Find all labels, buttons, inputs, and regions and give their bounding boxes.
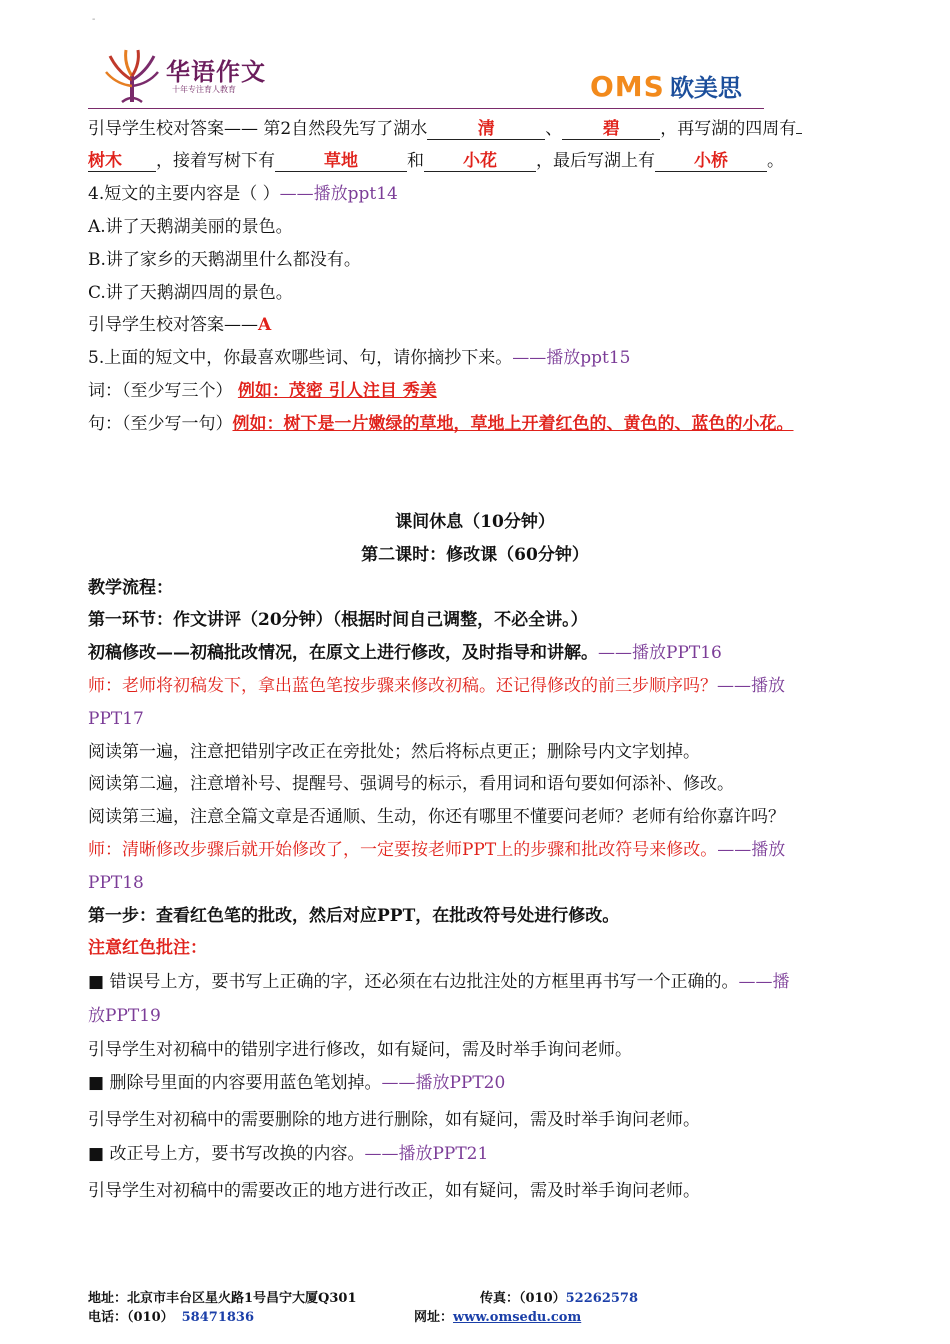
draft-text: 初稿修改——初稿批改情况，在原文上进行修改，及时指导和讲解。 bbox=[88, 643, 598, 663]
sentence-line bbox=[88, 414, 794, 434]
sentence-label: 句：（至少写一句） bbox=[88, 414, 233, 434]
oms-logo bbox=[590, 68, 770, 104]
draft-line bbox=[88, 643, 722, 663]
teacher-ppt-2a: ——播放 bbox=[717, 840, 786, 860]
blank-trees: 树木 bbox=[88, 152, 156, 172]
bullet-1-text: ■ 错误号上方，要书写上正确的字，还必须在右边批注处的方框里再书写一个正确的。 bbox=[88, 972, 739, 992]
option-b: B.讲了家乡的天鹅湖里什么都没有。 bbox=[88, 250, 361, 270]
bullet-1-ppt-a: ——播 bbox=[738, 972, 790, 992]
answer-line-1 bbox=[88, 119, 802, 140]
blank-flowers: 小花 bbox=[424, 152, 536, 172]
tree-logo-icon bbox=[104, 46, 160, 104]
teacher-text-1: 师：老师将初稿发下，拿出蓝色笔按步骤来修改初稿。还记得修改的前三步顺序吗？ bbox=[88, 676, 717, 696]
step1-heading: 第一环节：作文讲评（20分钟）（根据时间自己调整，不必全讲。） bbox=[88, 610, 588, 630]
answer-line-1-mid: ，再写湖的四周有 bbox=[660, 119, 797, 139]
bullet-3-text: ■ 改正号上方，要书写改换的内容。 bbox=[88, 1144, 365, 1164]
bullet-1-ppt-b: 放PPT19 bbox=[88, 1006, 161, 1026]
guide-2: 引导学生对初稿中的需要删除的地方进行删除，如有疑问，需及时举手询问老师。 bbox=[88, 1110, 700, 1130]
read-third: 阅读第三遍，注意全篇文章是否通顺、生动，你还有哪里不懂要问老师？老师有给你嘉许吗？ bbox=[88, 807, 785, 827]
question-4-text: 4.短文的主要内容是（ ） bbox=[88, 184, 280, 204]
draft-ppt: ——播放PPT16 bbox=[598, 643, 722, 663]
answer-line-2-mid2: 和 bbox=[407, 151, 424, 171]
footer-address bbox=[88, 1287, 357, 1306]
blank-bridge: 小桥 bbox=[655, 152, 767, 172]
blank-grass: 草地 bbox=[275, 152, 407, 172]
huayu-logo bbox=[104, 46, 284, 106]
blank-water-2: 碧 bbox=[562, 120, 660, 140]
answer-line-1-prefix: 引导学生校对答案—— 第2自然段先写了湖水 bbox=[88, 119, 428, 139]
answer-line-2-mid3: ，最后写湖上有 bbox=[536, 151, 655, 171]
separator: 、 bbox=[545, 119, 563, 139]
words-label: 词：（至少写三个） bbox=[88, 381, 233, 401]
teacher-ppt-2b: PPT18 bbox=[88, 873, 144, 893]
footer-fax bbox=[480, 1287, 638, 1306]
question-5 bbox=[88, 348, 630, 368]
header-divider bbox=[88, 108, 764, 109]
corner-mark: - bbox=[92, 14, 96, 25]
footer-website-link[interactable]: www.omsedu.com bbox=[453, 1310, 582, 1325]
footer-phone-value: 58471836 bbox=[181, 1310, 255, 1325]
answer-4-value: A bbox=[258, 315, 272, 335]
flow-heading: 教学流程： bbox=[88, 578, 173, 598]
footer-website-label: 网址： bbox=[414, 1310, 454, 1325]
footer-phone-label: 电话：（010） bbox=[88, 1310, 174, 1325]
lesson2-heading: 第二课时：修改课（60分钟） bbox=[361, 545, 589, 565]
huayu-logo-title: 华语作文 bbox=[166, 58, 266, 86]
step-a: 第一步：查看红色笔的批改，然后对应PPT，在批改符号处进行修改。 bbox=[88, 906, 620, 926]
answer-4-prefix: 引导学生校对答案—— bbox=[88, 315, 258, 335]
bullet-3-ppt: ——播放PPT21 bbox=[364, 1144, 489, 1164]
teacher-ppt-1a: ——播放 bbox=[717, 676, 785, 696]
teacher-line-2 bbox=[88, 840, 785, 860]
question-4 bbox=[88, 184, 398, 204]
words-answer: 例如：茂密 引人注目 秀美 bbox=[237, 381, 437, 401]
read-first: 阅读第一遍，注意把错别字改正在旁批处；然后将标点更正；删除号内文字划掉。 bbox=[88, 742, 700, 762]
guide-1: 引导学生对初稿中的错别字进行修改，如有疑问，需及时举手询问老师。 bbox=[88, 1040, 632, 1060]
teacher-text-2: 师：清晰修改步骤后就开始修改了，一定要按老师PPT上的步骤和批改符号来修改。 bbox=[88, 840, 718, 860]
sentence-answer: 例如：树下是一片嫩绿的草地，草地上开着红色的、黄色的、蓝色的小花。 bbox=[232, 414, 794, 434]
bullet-3 bbox=[88, 1144, 488, 1164]
footer-address-label: 地址： bbox=[88, 1291, 128, 1306]
bullet-2-ppt: ——播放PPT20 bbox=[381, 1073, 506, 1093]
question-4-ppt: ——播放ppt14 bbox=[279, 184, 398, 204]
blank-trail bbox=[796, 133, 802, 134]
footer-address-value: 北京市丰台区星火路1号昌宁大厦Q301 bbox=[127, 1291, 357, 1306]
footer-fax-value: 52262578 bbox=[565, 1291, 639, 1306]
teacher-ppt-1b: PPT17 bbox=[88, 709, 144, 729]
option-c: C.讲了天鹅湖四周的景色。 bbox=[88, 283, 293, 303]
teacher-line-1 bbox=[88, 676, 785, 696]
footer-website bbox=[414, 1306, 581, 1325]
bullet-1 bbox=[88, 972, 789, 992]
blank-water-1: 清 bbox=[427, 120, 545, 140]
bullet-2-text: ■ 删除号里面的内容要用蓝色笔划掉。 bbox=[88, 1073, 382, 1093]
footer-fax-label: 传真：（010） bbox=[480, 1291, 566, 1306]
footer-phone bbox=[88, 1306, 254, 1325]
bullet-2 bbox=[88, 1073, 505, 1093]
huayu-logo-subtitle: 十年专注育人教育 bbox=[172, 85, 236, 94]
guide-3: 引导学生对初稿中的需要改正的地方进行改正，如有疑问，需及时举手询问老师。 bbox=[88, 1181, 700, 1201]
oms-logo-name: 欧美思 bbox=[669, 74, 742, 102]
question-5-text: 5.上面的短文中，你最喜欢哪些词、句，请你摘抄下来。 bbox=[88, 348, 513, 368]
option-a: A.讲了天鹅湖美丽的景色。 bbox=[88, 217, 293, 237]
oms-logo-mark: OMS bbox=[590, 70, 665, 103]
answer-line-2-mid1: ，接着写树下有 bbox=[156, 151, 275, 171]
words-line bbox=[88, 381, 437, 401]
read-second: 阅读第二遍，注意增补号、提醒号、强调号的标示，看用词和语句要如何添补、修改。 bbox=[88, 774, 734, 794]
question-5-ppt: ——播放ppt15 bbox=[512, 348, 631, 368]
answer-line-2-end: 。 bbox=[767, 151, 784, 171]
answer-line-2 bbox=[88, 151, 784, 172]
red-note-heading: 注意红色批注： bbox=[88, 938, 207, 958]
break-heading: 课间休息（10分钟） bbox=[395, 512, 555, 532]
answer-4 bbox=[88, 315, 271, 335]
